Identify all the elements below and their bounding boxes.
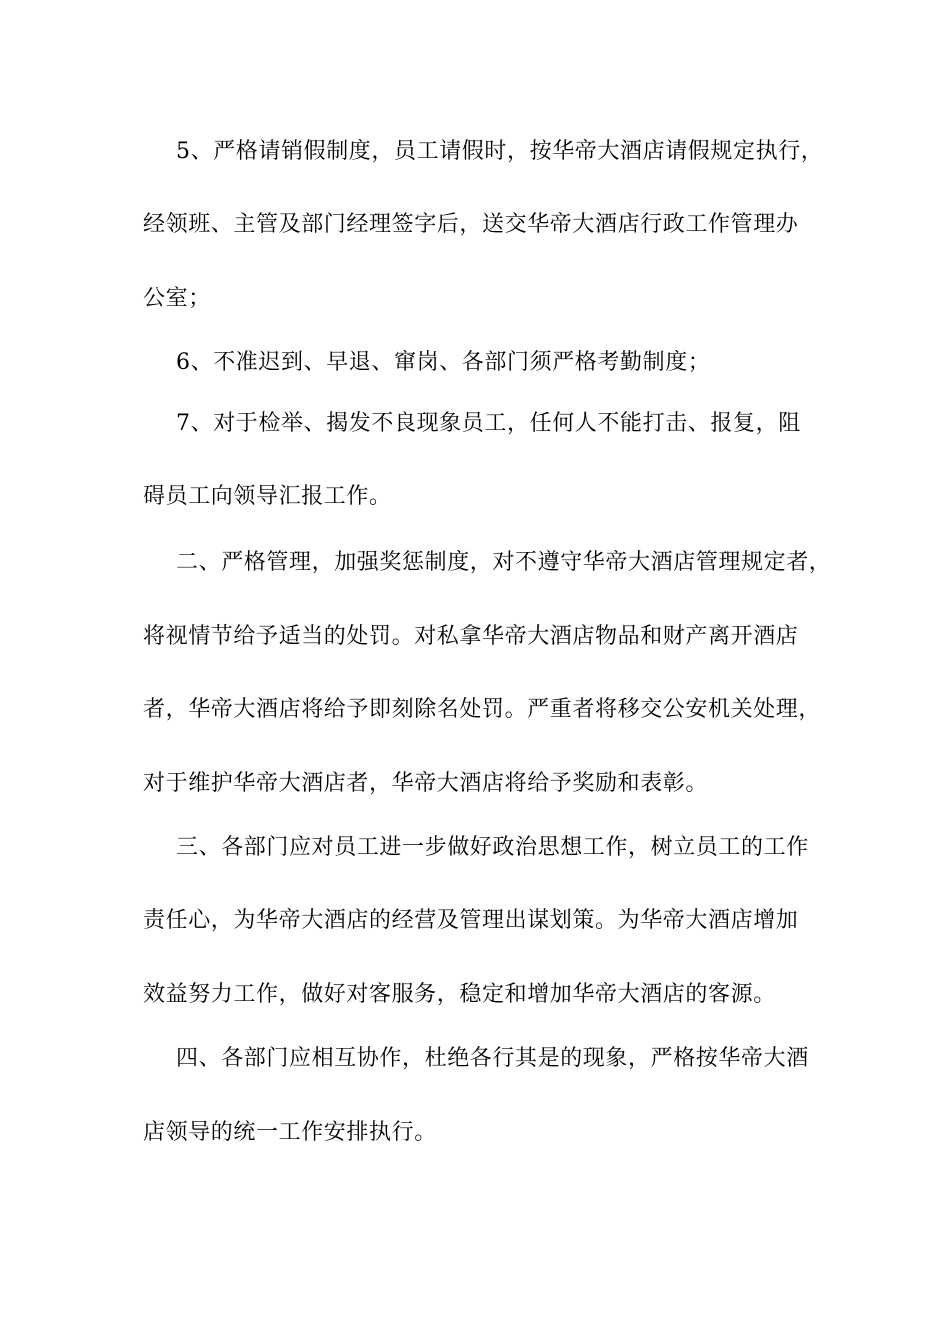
text-line-section-2-end: 对于维护华帝大酒店者，华帝大酒店将给予奖励和表彰。: [143, 771, 709, 796]
text-line-section-2-cont-2: 者，华帝大酒店将给予即刻除名处罚。严重者将移交公安机关处理，: [143, 697, 822, 722]
text-line-section-2: 二、严格管理，加强奖惩制度，对不遵守华帝大酒店管理规定者，: [176, 550, 832, 575]
text-line-section-2-cont-1: 将视情节给予适当的处罚。对私拿华帝大酒店物品和财产离开酒店: [143, 624, 799, 649]
text-line-section-3-end: 效益努力工作，做好对客服务，稳定和增加华帝大酒店的客源。: [143, 982, 776, 1007]
text-line-rule-6: 6、不准迟到、早退、窜岗、各部门须严格考勤制度；: [176, 350, 711, 375]
text-line-rule-7-end: 碍员工向领导汇报工作。: [143, 484, 392, 509]
text-line-rule-5-cont: 经领班、主管及部门经理签字后，送交华帝大酒店行政工作管理办: [143, 212, 799, 237]
text-line-rule-7: 7、对于检举、揭发不良现象员工，任何人不能打击、报复，阻: [176, 411, 801, 436]
text-line-rule-5-end: 公室；: [143, 286, 211, 311]
text-line-section-4: 四、各部门应相互协作，杜绝各行其是的现象，严格按华帝大酒: [176, 1046, 809, 1071]
text-line-section-3-cont: 责任心，为华帝大酒店的经营及管理出谋划策。为华帝大酒店增加: [143, 908, 799, 933]
text-line-rule-5: 5、严格请销假制度，员工请假时，按华帝大酒店请假规定执行，: [176, 139, 824, 164]
text-line-section-4-end: 店领导的统一工作安排执行。: [143, 1120, 437, 1145]
text-line-section-3: 三、各部门应对员工进一步做好政治思想工作，树立员工的工作: [176, 835, 809, 860]
